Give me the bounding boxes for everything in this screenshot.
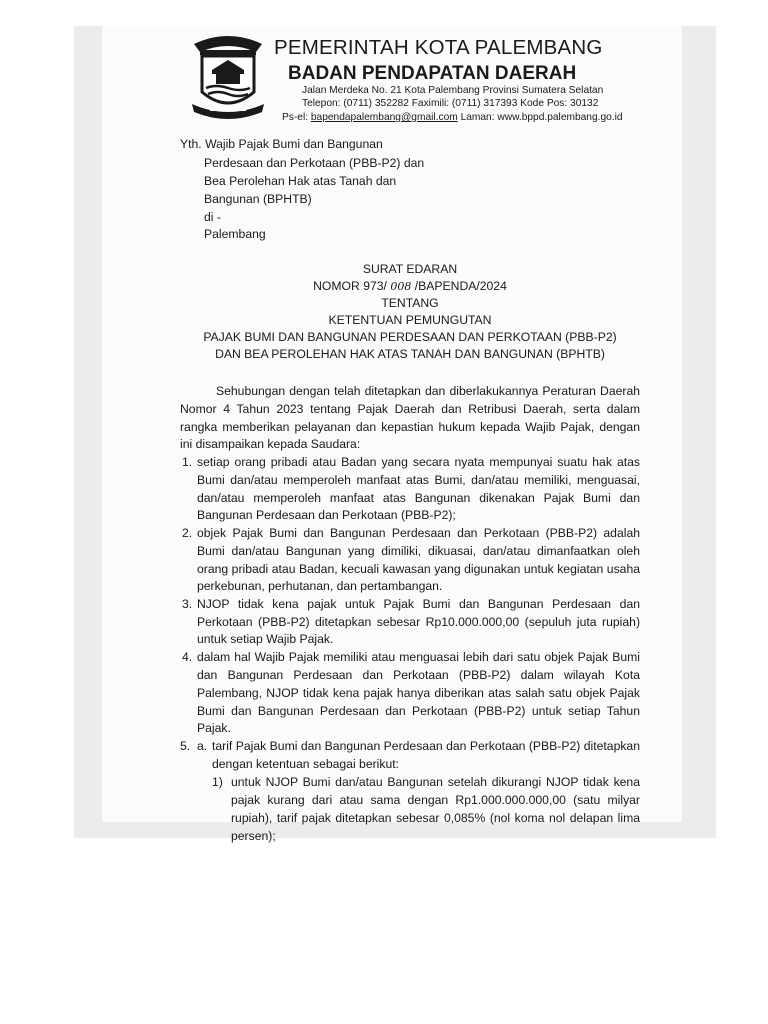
recipient-line-5: di - — [204, 210, 221, 224]
list-item-line: Bumi dan/atau memperoleh manfaat atas Bumi, dan/atau memiliki, menguasai, — [197, 473, 640, 487]
number-suffix: /BAPENDA/2024 — [414, 279, 507, 293]
list-item-line: setiap orang pribadi atau Badan yang secara nyata mempunyai suatu hak atas — [197, 455, 640, 469]
sub-item-number: 1) — [212, 775, 223, 789]
number-prefix: NOMOR 973/ — [313, 279, 387, 293]
recipient-line-2: Perdesaan dan Perkotaan (PBB-P2) dan — [204, 156, 425, 170]
list-item-line: dan Bangunan Perdesaan dan Perkotaan (PBB-P2) dalam wilayah Kota — [197, 668, 640, 682]
list-item-line: rupiah), tarif pajak ditetapkan sebesar 0,085% (nol koma nol delapan lima — [231, 811, 640, 825]
item-number: 2. — [182, 526, 193, 540]
item-number: 4. — [182, 650, 193, 664]
sub-item-letter: a. — [197, 739, 208, 753]
website-text: Laman: www.bppd.palembang.go.id — [460, 112, 623, 123]
list-item-line: persen); — [231, 829, 276, 843]
agency-address: Jalan Merdeka No. 21 Kota Palembang Provinsi Sumatera Selatan — [302, 85, 604, 96]
agency-email-line — [282, 112, 623, 123]
handwritten-number: 008 — [390, 280, 412, 293]
list-item-line: NJOP tidak kena pajak untuk Pajak Bumi dan Bangunan Perdesaan dan — [197, 597, 640, 611]
intro-line: rangka memberikan pelayanan dan kepastian hukum kepada Wajib Pajak, dengan — [180, 420, 640, 434]
agency-name: BADAN PENDAPATAN DAERAH — [288, 63, 577, 84]
list-item-line: dengan ketentuan sebagai berikut: — [212, 757, 400, 771]
list-item-line: untuk setiap Wajib Pajak. — [197, 632, 334, 646]
item-number: 1. — [182, 455, 193, 469]
intro-line: Nomor 4 Tahun 2023 tentang Pajak Daerah dan Retribusi Daerah, serta dalam — [180, 402, 640, 416]
agency-parent-name: PEMERINTAH KOTA PALEMBANG — [274, 36, 603, 59]
recipient-line-1: Yth. Wajib Pajak Bumi dan Bangunan — [180, 137, 383, 151]
list-item-line: dan/atau memperoleh manfaat atas Bangunan dikenakan Pajak Bumi dan — [197, 491, 640, 505]
recipient-line-6: Palembang — [204, 227, 266, 241]
list-item-line: Bangunan Perdesaan dan Perkotaan (PBB-P2); — [197, 508, 456, 522]
list-item-line: orang pribadi atau Badan, kecuali kawasan yang digunakan untuk kegiatan usaha — [197, 562, 640, 576]
intro-line: Sehubungan dengan telah ditetapkan dan diberlakukannya Peraturan Daerah — [216, 384, 640, 398]
list-item-line: Palembang, NJOP tidak kena pajak hanya diberikan atas salah satu objek Pajak — [197, 686, 640, 700]
document-title: SURAT EDARAN — [362, 262, 458, 276]
list-item-line: pajak kurang dari atau sama dengan Rp1.000.000.000,00 (satu milyar — [231, 793, 640, 807]
list-item-line: untuk NJOP Bumi dan/atau Bangunan setelah dikurangi NJOP tidak kena — [231, 775, 640, 789]
list-item-line: objek Pajak Bumi dan Bangunan Perdesaan dan Perkotaan (PBB-P2) adalah — [197, 526, 640, 540]
list-item-line: Bumi dan/atau Bangunan yang dimiliki, dikuasai, dan/atau dimanfaatkan oleh — [197, 544, 640, 558]
palembang-city-emblem-icon — [190, 30, 266, 122]
recipient-line-4: Bangunan (BPHTB) — [204, 192, 312, 206]
recipient-line-3: Bea Perolehan Hak atas Tanah dan — [204, 174, 397, 188]
item-number: 3. — [182, 597, 193, 611]
agency-contact: Telepon: (0711) 352282 Faximili: (0711) 317393 Kode Pos: 30132 — [302, 98, 599, 109]
intro-line: ini disampaikan kepada Saudara: — [180, 437, 361, 451]
subject-line-2: PAJAK BUMI DAN BANGUNAN PERDESAAN DAN PERKOTAAN (PBB-P2) — [203, 330, 617, 344]
list-item-line: Perkotaan (PBB-P2) ditetapkan sebesar Rp10.000.000,00 (sepuluh juta rupiah) — [197, 615, 640, 629]
email-link[interactable]: bapendapalembang@gmail.com — [310, 112, 458, 123]
list-item-line: perkebunan, perhutanan, dan pertambangan. — [197, 579, 443, 593]
email-label: Ps-el: — [282, 112, 309, 123]
list-item-line: dalam hal Wajib Pajak memiliki atau menguasai lebih dari satu objek Pajak Bumi — [197, 650, 640, 664]
list-item-line: tarif Pajak Bumi dan Bangunan Perdesaan dan Perkotaan (PBB-P2) ditetapkan — [212, 739, 640, 753]
subject-line-1: KETENTUAN PEMUNGUTAN — [328, 313, 492, 327]
list-item-line: Bumi dan Bangunan Perdesaan dan Perkotaan (PBB-P2) untuk setiap Tahun — [197, 704, 640, 718]
document-number — [160, 279, 660, 293]
about-label: TENTANG — [381, 296, 439, 310]
list-item-line: Pajak. — [197, 721, 231, 735]
item-number: 5. — [180, 739, 191, 753]
subject-line-3: DAN BEA PEROLEHAN HAK ATAS TANAH DAN BANGUNAN (BPHTB) — [215, 347, 605, 361]
